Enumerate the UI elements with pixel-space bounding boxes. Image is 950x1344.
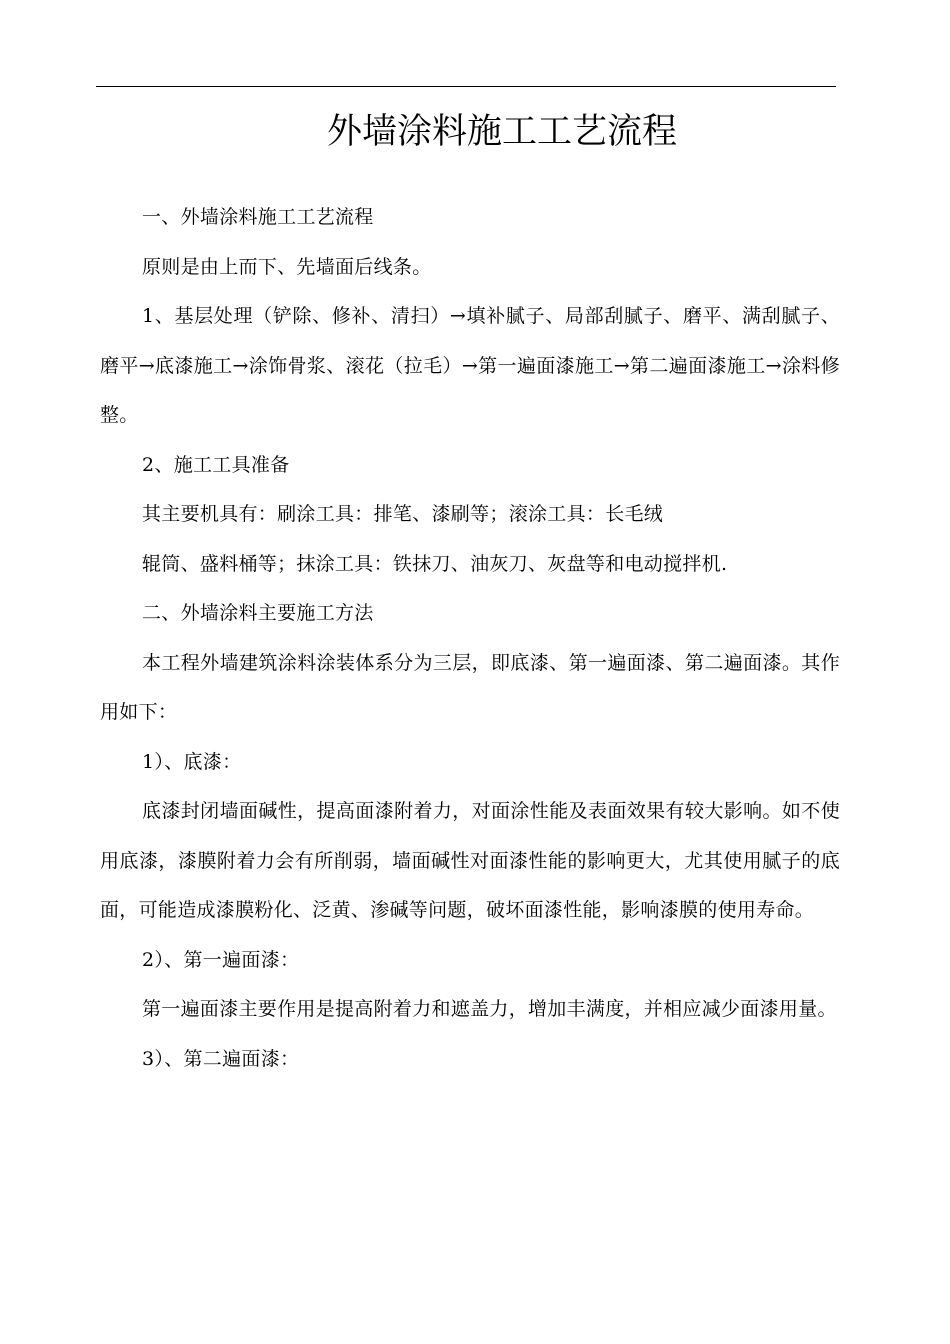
subheading-first-coat: 2）、第一遍面漆： bbox=[142, 948, 300, 971]
paragraph-tools-line-2: 辊筒、盛料桶等；抹涂工具：铁抹刀、油灰刀、灰盘等和电动搅拌机. bbox=[142, 552, 728, 575]
paragraph-first-coat: 第一遍面漆主要作用是提高附着力和遮盖力，增加丰满度，并相应减少面漆用量。 bbox=[142, 998, 837, 1020]
paragraph-tools-line-1: 其主要机具有：刷涂工具：排笔、漆刷等；滚涂工具：长毛绒 bbox=[142, 503, 664, 525]
section-heading-process: 一、外墙涂料施工工艺流程 bbox=[142, 206, 374, 228]
document-body bbox=[100, 193, 840, 1084]
paragraph-primer: 底漆封闭墙面碱性，提高面漆附着力，对面涂性能及表面效果有较大影响。如不使用底漆，漆膜附着力会有所削弱，墙面碱性对面漆性能的影响更大，尤其使用腻子的底面，可能造成漆膜粉化、泛黄、渗碱等问题，破坏面漆性能，影响漆膜的使用寿命。 bbox=[100, 800, 840, 921]
paragraph-principle: 原则是由上而下、先墙面后线条。 bbox=[142, 255, 432, 278]
header-rule bbox=[96, 86, 836, 87]
subheading-second-coat: 3）、第二遍面漆： bbox=[142, 1047, 300, 1070]
paragraph-step-2-heading: 2、施工工具准备 bbox=[142, 453, 290, 476]
paragraph-step-1: 1、基层处理（铲除、修补、清扫）→填补腻子、局部刮腻子、磨平、满刮腻子、磨平→底漆施工→涂饰骨浆、滚花（拉毛）→第一遍面漆施工→第二遍面漆施工→涂料修整。 bbox=[100, 305, 840, 426]
paragraph-coating-system: 本工程外墙建筑涂料涂装体系分为三层，即底漆、第一遍面漆、第二遍面漆。其作用如下： bbox=[100, 651, 840, 723]
subheading-primer: 1）、底漆： bbox=[142, 750, 242, 773]
document-title: 外墙涂料施工工艺流程 bbox=[326, 112, 677, 152]
section-heading-methods: 二、外墙涂料主要施工方法 bbox=[142, 602, 374, 624]
